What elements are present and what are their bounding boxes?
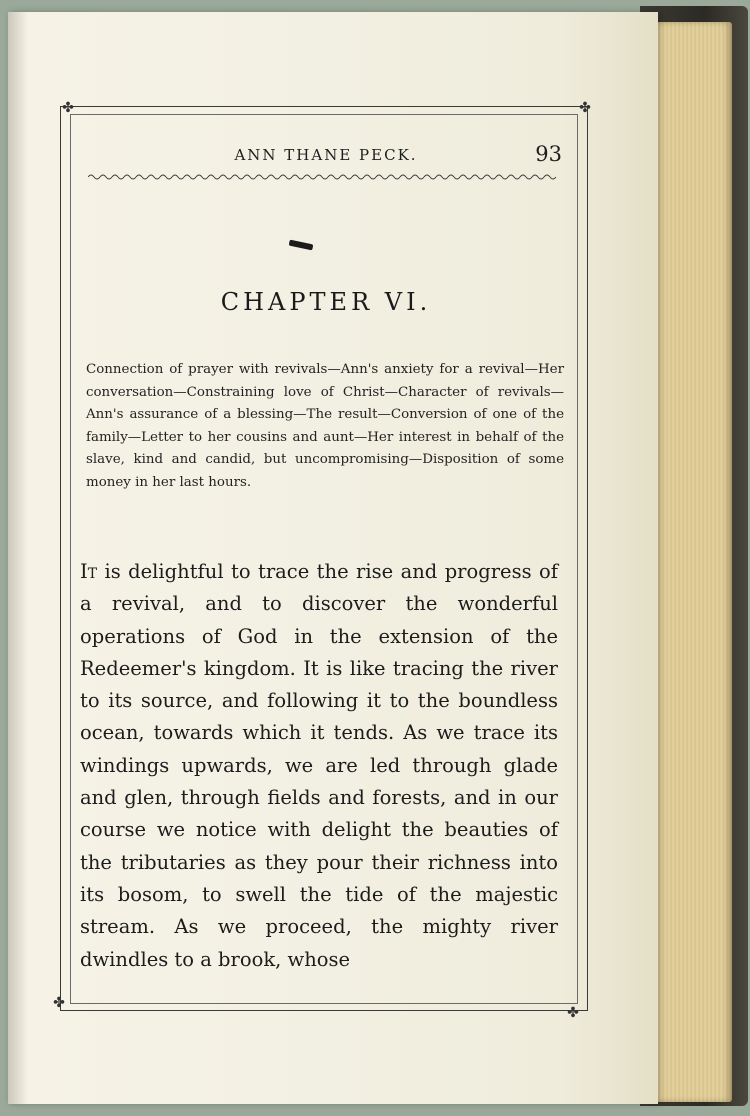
corner-ornament-icon: ✤ — [62, 100, 74, 116]
running-head: ANN THANE PECK. — [234, 146, 418, 164]
body-paragraph — [80, 556, 558, 976]
page-header — [88, 140, 564, 170]
wavy-rule — [88, 172, 558, 182]
body-text: is delightful to trace the rise and progress of a revival, and to discover the wonderful operations of God in the extension of the Redeemer's kingdom. It is like tracing the river to its source, and following it to the boundless ocean, towards which it tends. As we trace its windings upwards, we are led through glade and glen, through fields and forests, and in our course we notice with delight the beauties of the tributaries as they pour their richness into its bosom, to swell the tide of the majestic stream. As we proceed, the mighty river dwindles to a brook, whose — [80, 560, 558, 971]
page-number: 93 — [535, 142, 562, 166]
corner-ornament-icon: ✤ — [567, 1005, 579, 1021]
chapter-synopsis: Connection of prayer with revivals—Ann's anxiety for a revival—Her conversation—Constraining love of Christ—Character of revivals—Ann's assurance of a blessing—The result—Conversion of one of the family—Letter to her cousins and aunt—Her interest in behalf of the slave, kind and candid, but uncompromising—Disposition of some money in her last hours. — [86, 362, 564, 490]
spine-shadow — [8, 12, 28, 1104]
corner-ornament-icon: ✤ — [579, 100, 591, 116]
chapter-title: CHAPTER VI. — [220, 288, 432, 316]
corner-ornament-icon: ✤ — [53, 995, 65, 1011]
lead-word: It — [80, 560, 98, 583]
